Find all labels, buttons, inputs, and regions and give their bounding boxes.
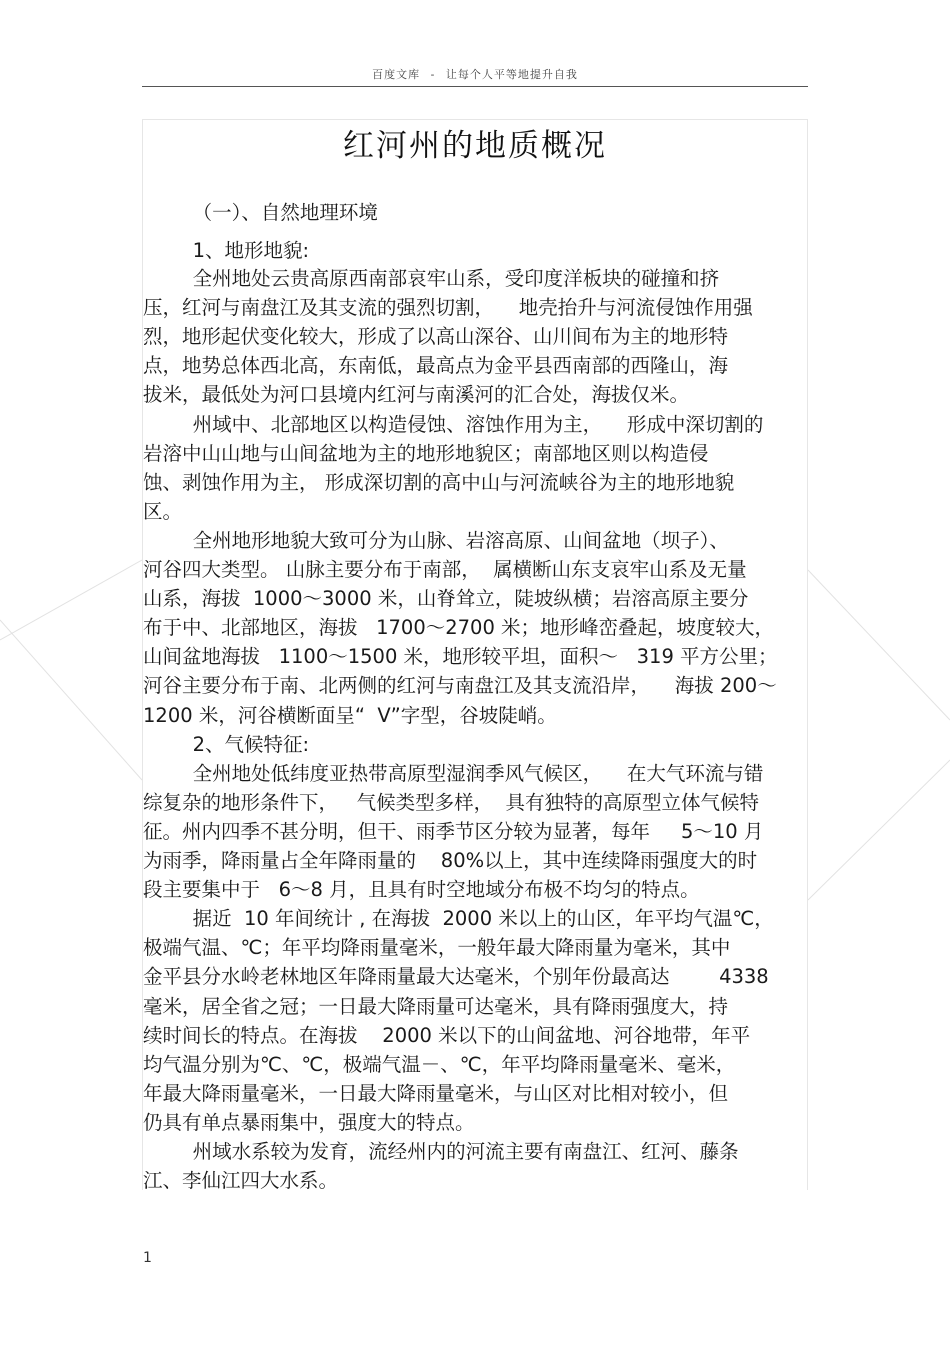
text-line: 山间盆地海拔 1100～1500 米，地形较平坦，面积～ 319 平方公里； — [143, 645, 778, 669]
text-line: 段主要集中于 6～8 月，且具有时空地域分布极不均匀的特点。 — [143, 878, 700, 902]
text-line: 续时间长的特点。在海拔 2000 米以下的山间盆地、河谷地带，年平 — [143, 1023, 751, 1047]
text-line: 布于中、北部地区，海拔 1700～2700 米；地形峰峦叠起，坡度较大， — [143, 616, 775, 640]
text-line: 1、地形地貌: — [143, 239, 310, 262]
text-line: 蚀、剥蚀作用为主， 形成深切割的高中山与河流峡谷为主的地形地貌 — [143, 470, 735, 494]
text-line: 1200 米，河谷横断面呈“ V”字型，谷坡陡峭。 — [143, 703, 557, 727]
text-line: 据近 10 年间统计 , 在海拔 2000 米以上的山区，年平均气温℃， — [143, 907, 774, 931]
document-title: 红河州的地质概况 — [343, 128, 607, 164]
text-line: 河谷四大类型。 山脉主要分布于南部， 属横断山东支哀牢山系及无量 — [143, 558, 747, 581]
text-line: 金平县分水岭老林地区年降雨量最大达毫米，个别年份最高达 4338 — [143, 965, 769, 989]
text-line: 仍具有单点暴雨集中，强度大的特点。 — [143, 1110, 475, 1134]
text-line: 山系，海拔 1000～3000 米，山脊耸立，陡坡纵横；岩溶高原主要分 — [143, 587, 749, 611]
text-line: 年最大降雨量毫米，一日最大降雨量毫米，与山区对比相对较小，但 — [143, 1081, 729, 1105]
page-number: 1 — [143, 1250, 152, 1266]
text-line: 均气温分别为℃、℃，极端气温－、℃，年平均降雨量毫米、毫米， — [143, 1052, 736, 1076]
text-line: 为雨季，降雨量占全年降雨量的 80%以上，其中连续降雨强度大的时 — [143, 849, 758, 872]
page-header — [0, 66, 950, 82]
text-line: 全州地处云贵高原西南部哀牢山系，受印度洋板块的碰撞和挤 — [143, 267, 720, 290]
header-separator: - — [430, 68, 436, 81]
text-line: 河谷主要分布于南、北两侧的红河与南盘江及其支流沿岸， 海拔 200～ — [143, 674, 777, 698]
header-site-name: 百度文库 — [372, 68, 421, 81]
text-line: 州域中、北部地区以构造侵蚀、溶蚀作用为主， 形成中深切割的 — [143, 412, 764, 436]
text-line: 州域水系较为发育，流经州内的河流主要有南盘江、红河、藤条 — [143, 1140, 739, 1163]
text-line: 全州地形地貌大致可分为山脉、岩溶高原、山间盆地（坝子）、 — [143, 528, 729, 552]
text-line: 拔米，最低处为河口县境内红河与南溪河的汇合处，海拔仅米。 — [143, 383, 690, 407]
text-line: 江、李仙江四大水系。 — [143, 1169, 339, 1193]
text-line: 岩溶中山山地与山间盆地为主的地形地貌区；南部地区则以构造侵 — [143, 441, 709, 465]
text-line: 2、气候特征: — [143, 732, 310, 756]
text-line: 点，地势总体西北高，东南低，最高点为金平县西南部的西隆山，海 — [143, 354, 729, 378]
text-line: 区。 — [143, 499, 183, 523]
text-line: 毫米，居全省之冠；一日最大降雨量可达毫米，具有降雨强度大，持 — [143, 994, 729, 1018]
text-line: 征。州内四季不甚分明，但干、雨季节区分较为显著，每年 5～10 月 — [143, 819, 764, 843]
text-line: 烈，地形起伏变化较大，形成了以高山深谷、山川间布为主的地形特 — [143, 325, 729, 349]
text-line: （一）、自然地理环境 — [143, 201, 378, 224]
text-line: 全州地处低纬度亚热带高原型湿润季风气候区， 在大气环流与错 — [143, 761, 764, 785]
header-divider — [142, 86, 808, 87]
header-slogan: 让每个人平等地提升自我 — [445, 68, 578, 81]
text-line: 极端气温、℃；年平均降雨量毫米，一般年最大降雨量为毫米，其中 — [143, 936, 731, 960]
text-line: 综复杂的地形条件下， 气候类型多样， 具有独特的高原型立体气候特 — [143, 790, 759, 814]
text-line: 压，红河与南盘江及其支流的强烈切割， 地壳抬升与河流侵蚀作用强 — [143, 296, 753, 320]
